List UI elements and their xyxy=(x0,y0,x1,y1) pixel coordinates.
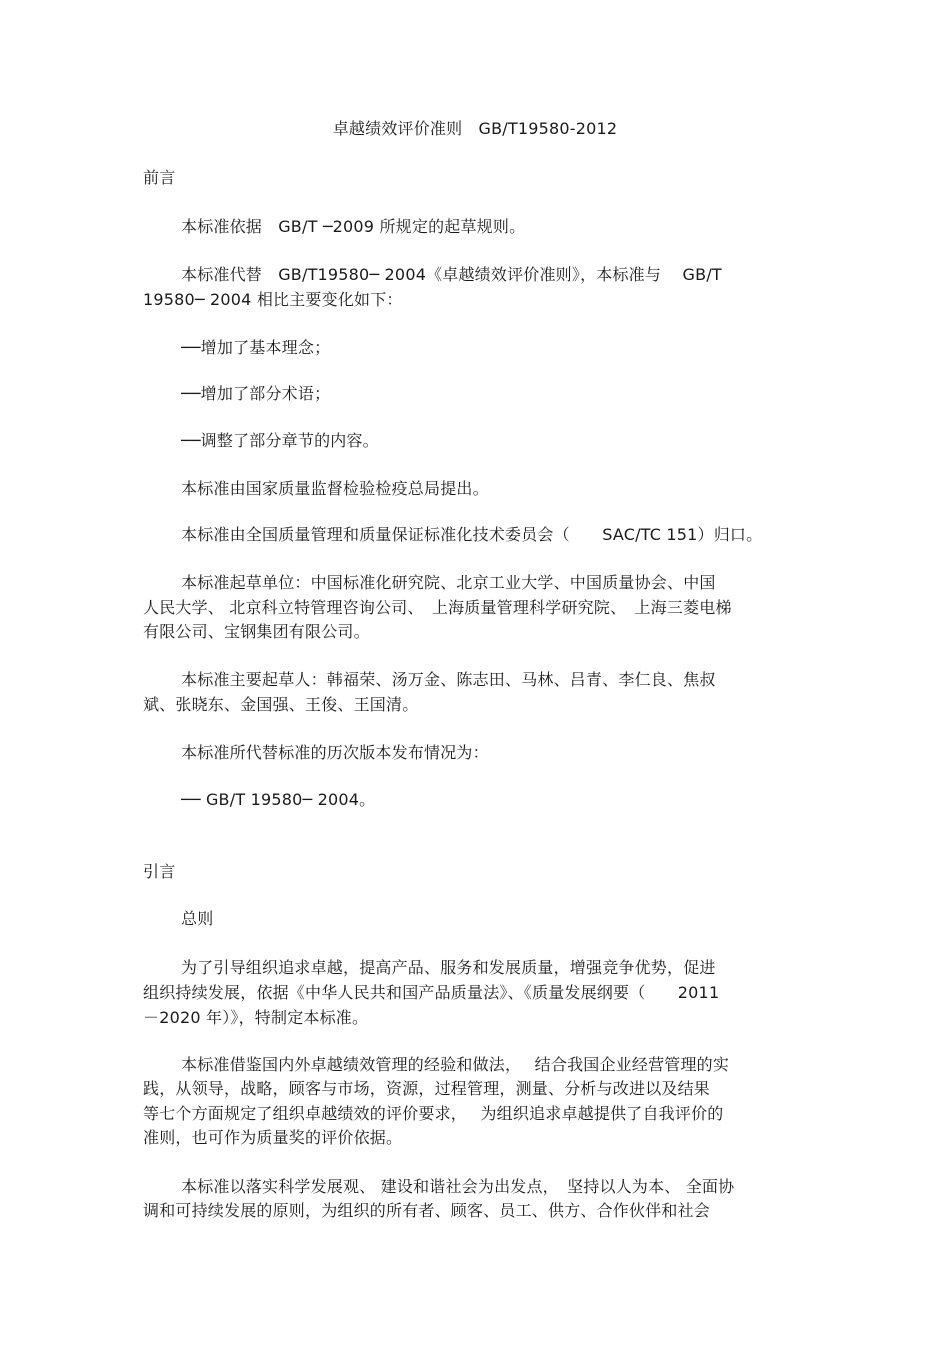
change-item: ──增加了部分术语； xyxy=(181,384,331,403)
intro-paragraph-cont: 践，从领导，战略，顾客与市场，资源，过程管理，测量、分析与改进以及结果 xyxy=(143,1079,711,1098)
intro-paragraph: 为了引导组织追求卓越，提高产品、服务和发展质量，增强竞争优势，促进 xyxy=(181,958,716,977)
document-title: 卓越绩效评价准则 GB/T19580-2012 xyxy=(332,119,618,138)
intro-paragraph-cont: 调和可持续发展的原则，为组织的所有者、顾客、员工、供方、合作伙伴和社会 xyxy=(143,1201,711,1220)
intro-paragraph-cont: －2020 年）》，特制定本标准。 xyxy=(143,1008,369,1027)
preface-paragraph: 本标准由全国质量管理和质量保证标准化技术委员会（ SAC/TC 151）归口。 xyxy=(181,525,763,544)
preface-paragraph: 本标准由国家质量监督检验检疫总局提出。 xyxy=(181,479,489,498)
intro-paragraph: 本标准借鉴国内外卓越绩效管理的经验和做法， 结合我国企业经营管理的实 xyxy=(181,1055,730,1074)
intro-paragraph: 本标准以落实科学发展观、 建设和谐社会为出发点， 坚持以人为本、 全面协 xyxy=(181,1177,735,1196)
version-item: ── GB/T 19580─ 2004。 xyxy=(181,790,376,809)
preface-heading: 前言 xyxy=(143,168,176,187)
preface-paragraph: 本标准起草单位：中国标准化研究院、北京工业大学、中国质量协会、中国 xyxy=(181,573,716,592)
preface-paragraph-cont: 19580─ 2004 相比主要变化如下： xyxy=(143,290,403,309)
intro-paragraph-cont: 等七个方面规定了组织卓越绩效的评价要求， 为组织追求卓越提供了自我评价的 xyxy=(143,1104,724,1123)
change-item: ──增加了基本理念； xyxy=(181,338,331,357)
preface-paragraph: 本标准主要起草人：韩福荣、汤万金、陈志田、马林、吕青、李仁良、焦叔 xyxy=(181,670,716,689)
intro-subheading: 总则 xyxy=(181,909,214,928)
change-item: ──调整了部分章节的内容。 xyxy=(181,431,379,450)
intro-heading: 引言 xyxy=(143,862,176,881)
intro-paragraph-cont: 准则，也可作为质量奖的评价依据。 xyxy=(143,1128,403,1147)
preface-paragraph: 本标准依据 GB/T ─2009 所规定的起草规则。 xyxy=(181,217,526,236)
preface-paragraph-cont: 斌、张晓东、金国强、王俊、王国清。 xyxy=(143,695,419,714)
preface-paragraph: 本标准所代替标准的历次版本发布情况为： xyxy=(181,743,489,762)
preface-paragraph: 本标准代替 GB/T19580─ 2004《卓越绩效评价准则》，本标准与 GB/T xyxy=(181,265,722,284)
preface-paragraph-cont: 有限公司、宝钢集团有限公司。 xyxy=(143,622,370,641)
preface-paragraph-cont: 人民大学、 北京科立特管理咨询公司、 上海质量管理科学研究院、 上海三菱电梯 xyxy=(143,598,732,617)
intro-paragraph-cont: 组织持续发展，依据《中华人民共和国产品质量法》、《质量发展纲要（ 2011 xyxy=(143,983,720,1002)
